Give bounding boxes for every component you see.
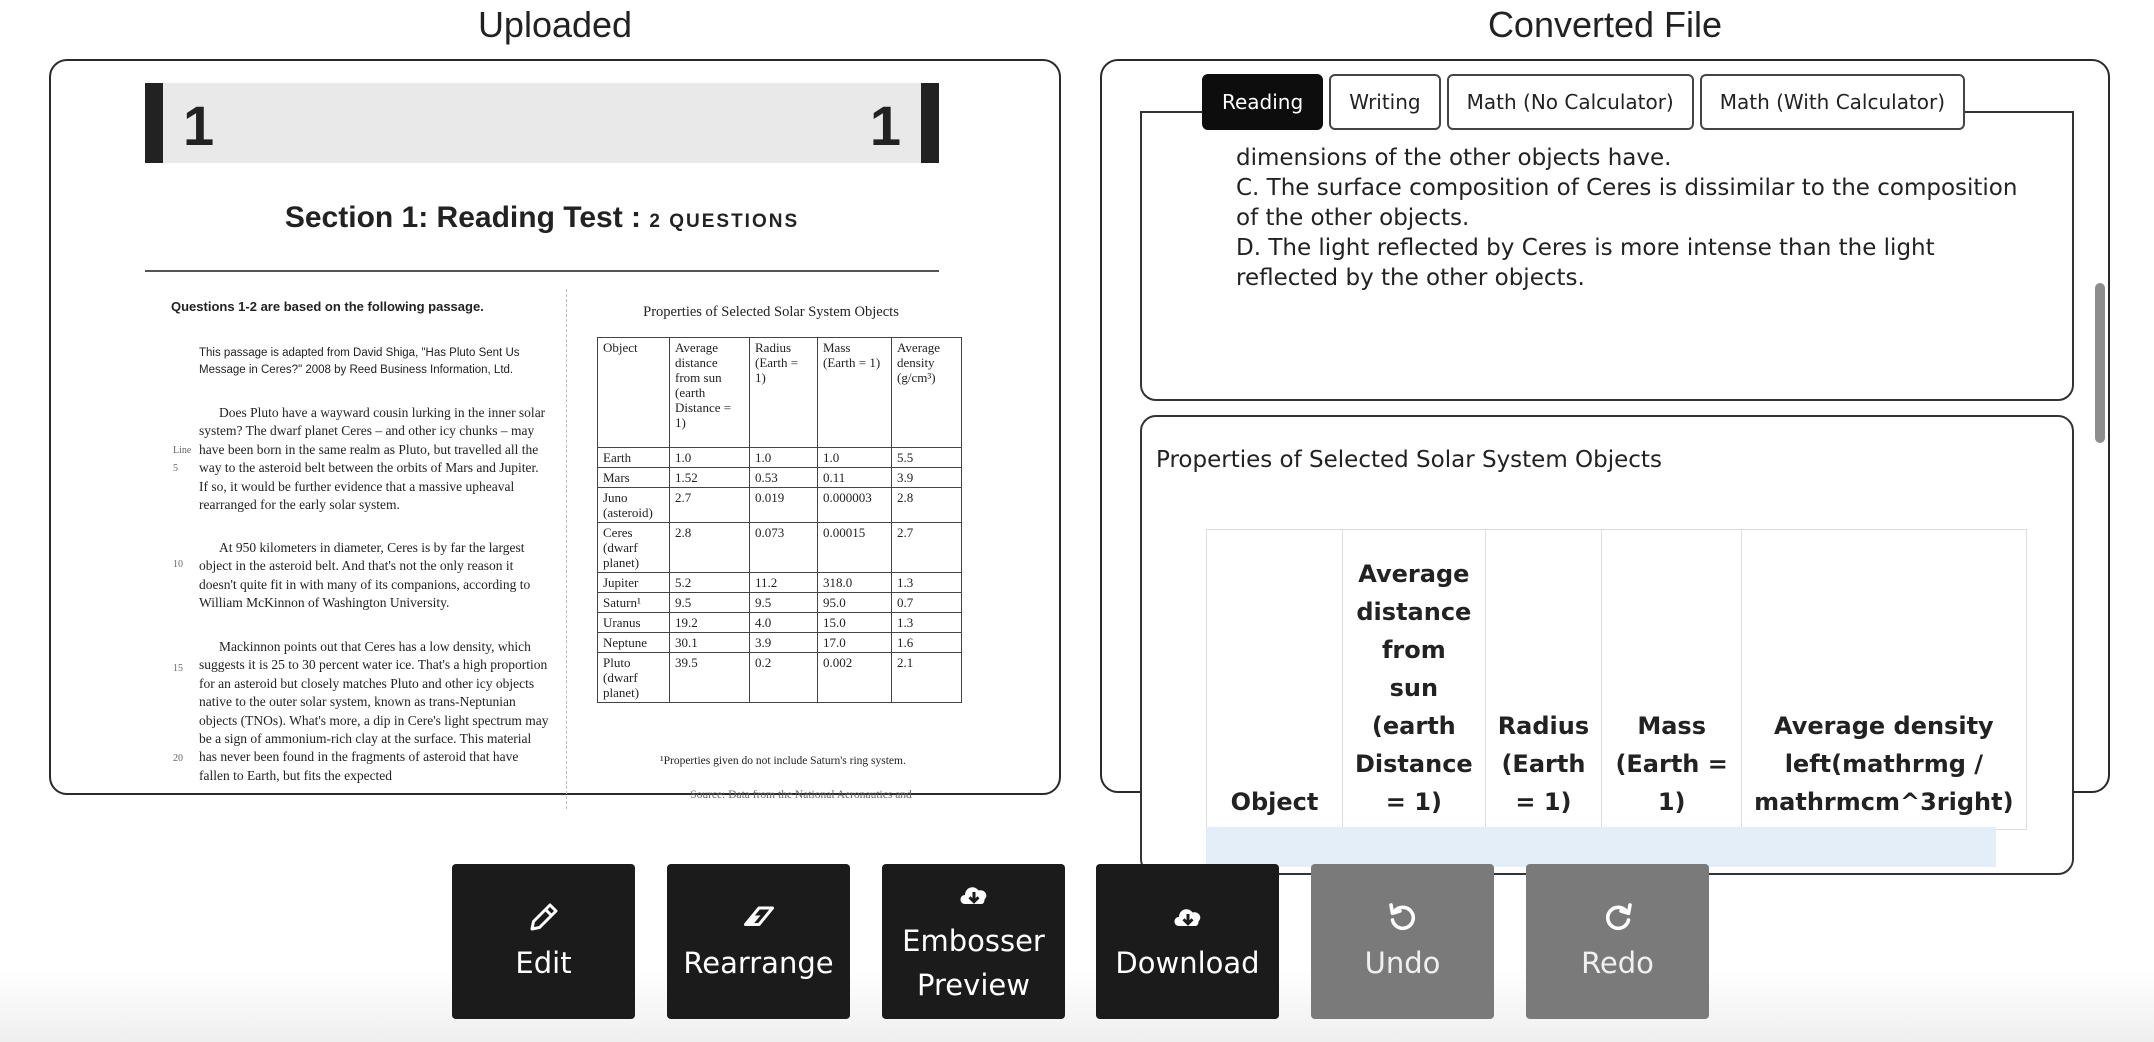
table-card bbox=[1140, 415, 2074, 875]
document-table-cell: 2.8 bbox=[670, 523, 750, 573]
passage-source: This passage is adapted from David Shiga, "Has Pluto Sent Us Message in Ceres?" 2008 by Reed Business Information, Ltd. bbox=[199, 347, 520, 376]
document-table-row bbox=[598, 613, 962, 633]
section-number-right: 1 bbox=[869, 94, 901, 157]
document-table-cell: Earth bbox=[598, 448, 670, 468]
answer-choice-d: D. The light reflected by Ceres is more intense than the light bbox=[1236, 235, 1935, 261]
edit-button-label: Edit bbox=[515, 945, 572, 980]
document-table-header-row bbox=[598, 338, 962, 448]
tab-math-no-calculator[interactable]: Math (No Calculator) bbox=[1447, 74, 1694, 130]
embosser-preview-button-label: Embosser Preview bbox=[902, 923, 1045, 1002]
document-table-header-cell: Average density (g/cm³) bbox=[892, 338, 962, 448]
document-table-cell: Mars bbox=[598, 468, 670, 488]
tab-math-with-calculator[interactable]: Math (With Calculator) bbox=[1700, 74, 1965, 130]
document-table-cell: 1.52 bbox=[670, 468, 750, 488]
document-table-cell: 5.5 bbox=[892, 448, 962, 468]
redo-button[interactable] bbox=[1526, 864, 1709, 1019]
document-table-cell: 1.3 bbox=[892, 573, 962, 593]
section-subtitle: 2 QUESTIONS bbox=[649, 211, 800, 232]
document-table-cell: 9.5 bbox=[670, 593, 750, 613]
undo-button[interactable] bbox=[1311, 864, 1494, 1019]
converted-properties-table bbox=[1206, 529, 2027, 830]
table-footnote: ¹Properties given do not include Saturn's ring system. bbox=[660, 755, 906, 767]
document-table-cell: Jupiter bbox=[598, 573, 670, 593]
section-number-left: 1 bbox=[183, 94, 215, 157]
document-table-cell: 0.073 bbox=[750, 523, 818, 573]
document-table-row bbox=[598, 573, 962, 593]
document-table-cell: 11.2 bbox=[750, 573, 818, 593]
undo-icon bbox=[1385, 899, 1421, 935]
document-table-cell: 19.2 bbox=[670, 613, 750, 633]
tab-writing[interactable]: Writing bbox=[1329, 74, 1440, 130]
answer-choice-text: reflected by the other objects. bbox=[1236, 265, 1585, 291]
document-table-row bbox=[598, 468, 962, 488]
document-table-title: Properties of Selected Solar System Objects bbox=[643, 304, 899, 320]
line-number: 5 bbox=[173, 463, 178, 474]
document-table-cell: 9.5 bbox=[750, 593, 818, 613]
header-bar-right-mark bbox=[921, 83, 939, 163]
passage-paragraph: Does Pluto have a wayward cousin lurking in the inner solar system? The dwarf planet Ceres – and other icy chunks – may have been born in the same realm as Pluto, but travelled all the way to the asteroid belt between the orbits of Mars and Jupiter. If so, it would be further evidence that a massive upheaval rearranged for the early solar system. bbox=[199, 405, 546, 513]
table-header-distance: Average distance from sun (earth Distance = 1) bbox=[1343, 530, 1486, 830]
document-table-row bbox=[598, 488, 962, 523]
document-table-row bbox=[598, 633, 962, 653]
table-header-mass: Mass (Earth = 1) bbox=[1602, 530, 1742, 830]
passage-paragraph: At 950 kilometers in diameter, Ceres is by far the largest object in the asteroid belt. And that's not the only reason it doesn't quite fit in with many of its companions, according to William McKinnon of Washington University. bbox=[199, 540, 531, 611]
eraser-icon bbox=[741, 899, 777, 935]
document-table-cell: 0.2 bbox=[750, 653, 818, 703]
table-source-note: Source: Data from the National Aeronautics and bbox=[690, 789, 912, 801]
tab-reading[interactable]: Reading bbox=[1202, 74, 1323, 130]
document-table-cell: 2.7 bbox=[670, 488, 750, 523]
document-table-cell: 17.0 bbox=[818, 633, 892, 653]
document-table-cell: 2.8 bbox=[892, 488, 962, 523]
section-divider bbox=[145, 270, 939, 272]
document-table-header-cell: Radius (Earth = 1) bbox=[750, 338, 818, 448]
table-row bbox=[1206, 827, 1996, 867]
document-table-row bbox=[598, 653, 962, 703]
undo-button-label: Undo bbox=[1364, 945, 1441, 980]
redo-button-label: Redo bbox=[1581, 945, 1654, 980]
column-divider bbox=[566, 289, 567, 809]
document-table-header-cell: Average distance from sun (earth Distance = 1) bbox=[670, 338, 750, 448]
document-table-row bbox=[598, 448, 962, 468]
document-table-cell: 0.000003 bbox=[818, 488, 892, 523]
toolbar-background bbox=[0, 970, 2154, 1042]
document-table-cell: 0.00015 bbox=[818, 523, 892, 573]
line-number: 15 bbox=[173, 663, 183, 674]
section-header-bar bbox=[145, 83, 939, 163]
document-table-cell: Juno (asteroid) bbox=[598, 488, 670, 523]
rearrange-button[interactable] bbox=[667, 864, 850, 1019]
document-table-cell: 318.0 bbox=[818, 573, 892, 593]
document-table-cell: Pluto (dwarf planet) bbox=[598, 653, 670, 703]
converted-file-panel[interactable] bbox=[1100, 59, 2110, 816]
document-table-cell: 95.0 bbox=[818, 593, 892, 613]
cloud-download-icon bbox=[1170, 899, 1206, 935]
document-table-cell: 0.019 bbox=[750, 488, 818, 523]
document-table-cell: 5.2 bbox=[670, 573, 750, 593]
document-table-row bbox=[598, 593, 962, 613]
answer-choice-c: C. The surface composition of Ceres is dissimilar to the composition bbox=[1236, 175, 2018, 201]
line-number: 20 bbox=[173, 753, 183, 764]
questions-heading: Questions 1-2 are based on the following passage. bbox=[171, 299, 484, 314]
table-header-density: Average density left(mathrmg / mathrmcm^3right) bbox=[1742, 530, 2026, 830]
embosser-preview-button[interactable] bbox=[882, 864, 1065, 1019]
document-table-cell: 30.1 bbox=[670, 633, 750, 653]
redo-icon bbox=[1600, 899, 1636, 935]
uploaded-preview-panel[interactable] bbox=[49, 59, 1061, 801]
document-table-cell: 0.11 bbox=[818, 468, 892, 488]
document-table-cell: 1.3 bbox=[892, 613, 962, 633]
document-table-header-cell: Object bbox=[598, 338, 670, 448]
section-tabs bbox=[1202, 74, 1965, 130]
converted-table-caption: Properties of Selected Solar System Objects bbox=[1156, 447, 1662, 473]
document-table-cell: 1.0 bbox=[818, 448, 892, 468]
line-number: 10 bbox=[173, 559, 183, 570]
document-table-cell: 3.9 bbox=[750, 633, 818, 653]
document-table-cell: 0.7 bbox=[892, 593, 962, 613]
document-table-cell: Uranus bbox=[598, 613, 670, 633]
document-table-cell: 4.0 bbox=[750, 613, 818, 633]
document-table-cell: Ceres (dwarf planet) bbox=[598, 523, 670, 573]
document-table-cell: 2.1 bbox=[892, 653, 962, 703]
rearrange-button-label: Rearrange bbox=[683, 945, 834, 980]
document-table-cell: 1.0 bbox=[670, 448, 750, 468]
document-table-cell: 0.002 bbox=[818, 653, 892, 703]
document-table-cell: 1.6 bbox=[892, 633, 962, 653]
uploaded-document-page bbox=[51, 61, 1059, 801]
passage-paragraph: Mackinnon points out that Ceres has a low density, which suggests it is 25 to 30 percent water ice. That's a high proportion for an asteroid but closely matches Pluto and other icy objects native to the outer solar system, known as trans-Neptunian objects (TNOs). What's more, a dip in Cere's light spectrum may be a sign of ammonium-rich clay at the surface. This material has never been found in the fragments of asteroid that have fallen to Earth, but fits the expected bbox=[199, 639, 549, 783]
document-table-cell: Saturn¹ bbox=[598, 593, 670, 613]
document-table-header-cell: Mass (Earth = 1) bbox=[818, 338, 892, 448]
answer-choice-text: dimensions of the other objects have. bbox=[1236, 145, 1672, 171]
document-table-cell: 15.0 bbox=[818, 613, 892, 633]
uploaded-title: Uploaded bbox=[477, 4, 633, 45]
document-properties-table bbox=[597, 337, 962, 703]
document-table-cell: 1.0 bbox=[750, 448, 818, 468]
table-header-object: Object bbox=[1207, 530, 1343, 830]
document-table-cell: 39.5 bbox=[670, 653, 750, 703]
download-button-label: Download bbox=[1115, 945, 1260, 980]
cloud-download-icon bbox=[956, 877, 992, 913]
document-table-row bbox=[598, 523, 962, 573]
question-answer-card bbox=[1140, 111, 2074, 401]
line-number: Line bbox=[173, 445, 192, 456]
section-title bbox=[145, 201, 939, 235]
table-header-radius: Radius (Earth = 1) bbox=[1485, 530, 1601, 830]
converted-scroll-area[interactable] bbox=[1102, 141, 2102, 816]
section-title-text: Section 1: Reading Test : bbox=[284, 201, 642, 234]
document-table-cell: 3.9 bbox=[892, 468, 962, 488]
document-table-cell: 0.53 bbox=[750, 468, 818, 488]
answer-choice-text: of the other objects. bbox=[1236, 205, 1470, 231]
edit-button[interactable] bbox=[452, 864, 635, 1019]
document-table-cell: Neptune bbox=[598, 633, 670, 653]
converted-title: Converted File bbox=[1487, 4, 1723, 45]
download-button[interactable] bbox=[1096, 864, 1279, 1019]
header-bar-left-mark bbox=[145, 83, 163, 163]
document-table-cell: 2.7 bbox=[892, 523, 962, 573]
pencil-icon bbox=[526, 899, 562, 935]
scrollbar-thumb[interactable] bbox=[2095, 283, 2105, 443]
